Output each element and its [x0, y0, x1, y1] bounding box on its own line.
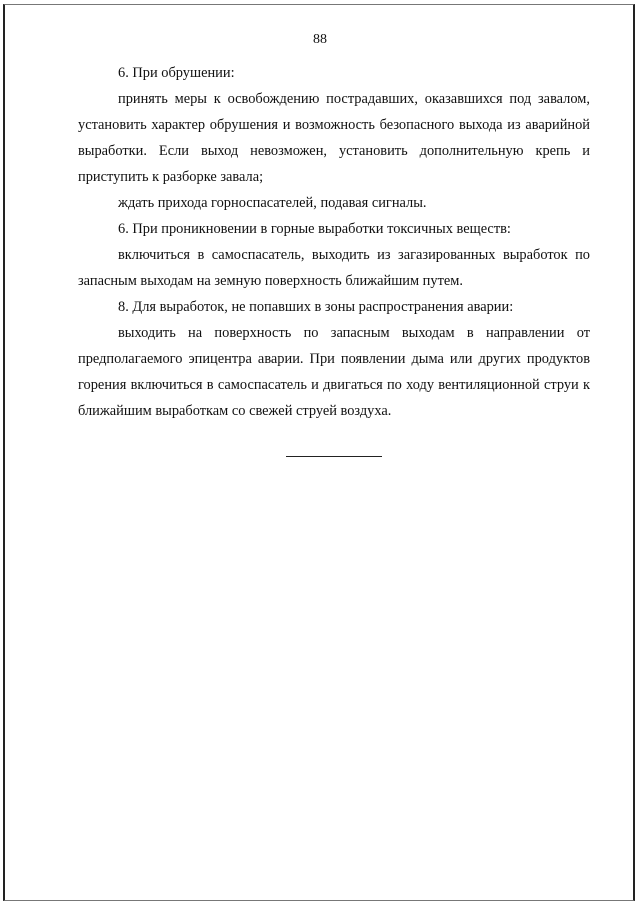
page-number: 88 [313, 32, 327, 47]
paragraph-unaffected-actions: выходить на поверхность по запасным выходам в направлении от предполагаемого эпицентра аварии. При появлении дыма или других продуктов горения включиться в самоспасатель и двигаться по ходу вентиляционной струи к ближайшим выработкам со свежей струей воздуха. [78, 325, 590, 419]
paragraph-wait-rescuers: ждать прихода горноспасателей, подавая сигналы. [118, 195, 427, 211]
section-heading-unaffected: 8. Для выработок, не попавших в зоны распространения аварии: [118, 299, 514, 315]
section-heading-toxic: 6. При проникновении в горные выработки токсичных веществ: [118, 221, 511, 237]
paragraph-collapse-actions: принять меры к освобождению пострадавших, оказавшихся под завалом, установить характер обрушения и возможность безопасного выхода из аварийной выработки. Если выход невозможен, установить дополнительную крепь и приступить к разборке завала; [78, 91, 590, 185]
paragraph-toxic-actions: включиться в самоспасатель, выходить из загазированных выработок по запасным выходам на земную поверхность ближайшим путем. [78, 247, 590, 289]
section-heading-collapse: 6. При обрушении: [118, 65, 235, 81]
end-separator-line [286, 456, 382, 457]
